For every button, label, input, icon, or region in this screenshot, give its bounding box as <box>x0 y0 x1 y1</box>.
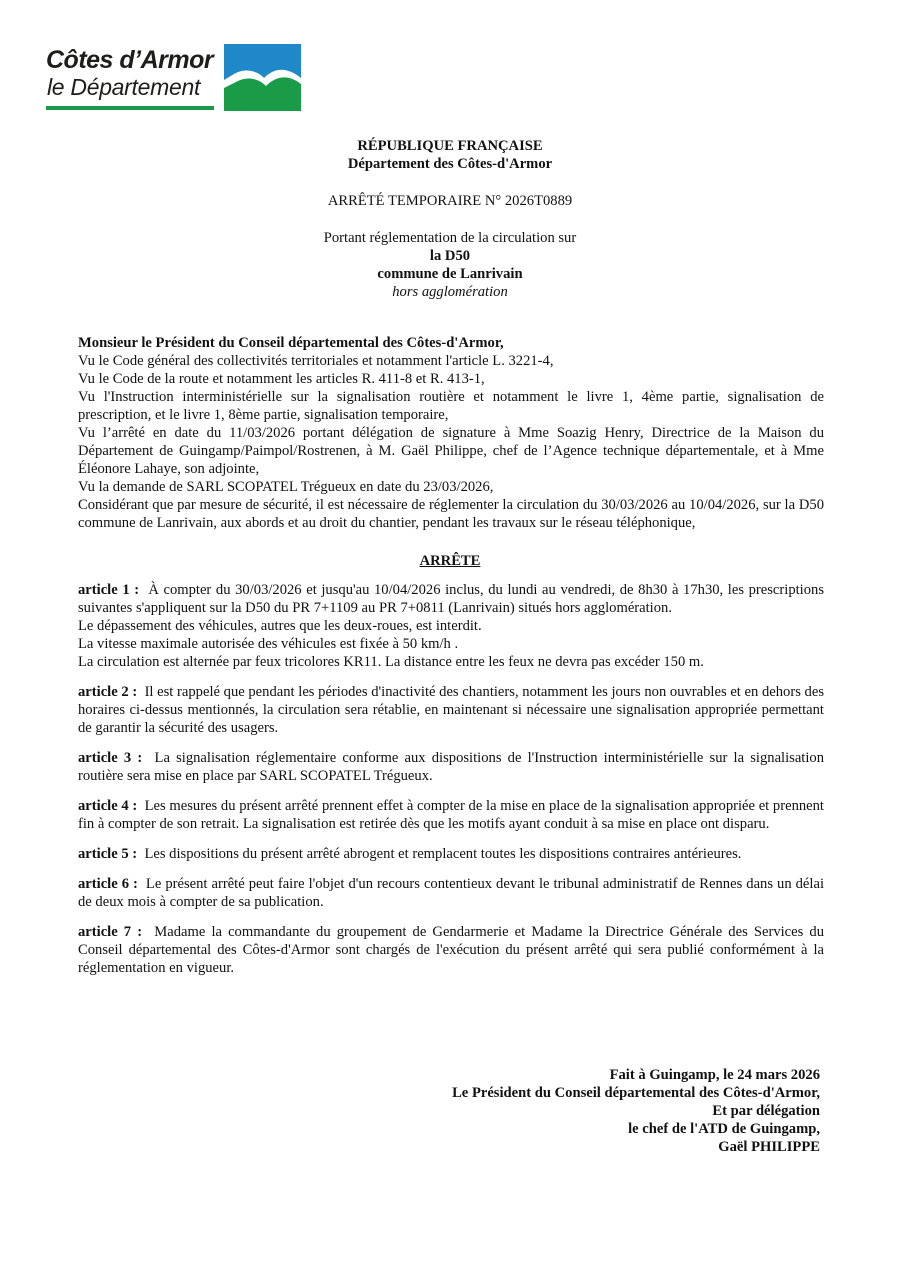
signature-title: Le Président du Conseil départemental des Côtes-d'Armor, <box>452 1085 820 1101</box>
article-label: article 3 : <box>78 750 143 766</box>
signature-name: Gaël PHILIPPE <box>718 1139 820 1155</box>
article-text: Il est rappelé que pendant les périodes d'inactivité des chantiers, notamment les jours non ouvrables et en dehors des horaires ci-dessus mentionnés, la circulation sera rétablie, en maintenant si nécessaire une signalisation appropriée permettant de garantir la sécurité des usagers. <box>78 684 825 736</box>
decree-road: la D50 <box>429 248 471 264</box>
article-extra-line: La vitesse maximale autorisée des véhicules est fixée à 50 km/h . <box>78 636 459 652</box>
article-label: article 7 : <box>78 924 143 940</box>
decree-commune: commune de Lanrivain <box>377 266 523 282</box>
department-logo <box>46 44 302 112</box>
logo-subtitle: le Département <box>47 74 201 100</box>
logo-underline <box>46 106 214 110</box>
preamble-authority: Monsieur le Président du Conseil départemental des Côtes-d'Armor, <box>78 335 504 351</box>
preamble-line: Vu l’arrêté en date du 11/03/2026 portant délégation de signature à Mme Soazig Henry, Directrice de la Maison du Département de Guingamp/Paimpol/Rostrenen, à M. Gaël Philippe, chef de l’Agence technique départementale, et à Mme Éléonore Lahaye, son adjointe, <box>78 425 824 477</box>
signature-role: le chef de l'ATD de Guingamp, <box>628 1121 820 1137</box>
article-text: Les dispositions du présent arrêté abrogent et remplacent toutes les dispositions contraires antérieures. <box>144 846 742 862</box>
article-text: Les mesures du présent arrêté prennent effet à compter de la mise en place de la signalisation appropriée et prennent fin à compter de son retrait. La signalisation est retirée dès que les motifs ayant conduit à sa mise en place ont disparu. <box>78 798 824 832</box>
preamble-line: Vu l'Instruction interministérielle sur la signalisation routière et notamment le livre 1, 4ème partie, signalisation de prescription, et le livre 1, 8ème partie, signalisation temporaire, <box>78 389 824 423</box>
article-label: article 1 : <box>78 582 140 598</box>
article-6 <box>78 875 824 911</box>
signature-delegation: Et par délégation <box>712 1103 820 1119</box>
signature-place-date: Fait à Guingamp, le 24 mars 2026 <box>609 1067 820 1083</box>
decree-zone: hors agglomération <box>392 284 508 300</box>
article-7 <box>78 923 824 977</box>
department-heading: Département des Côtes-d'Armor <box>347 156 553 172</box>
republic-heading: RÉPUBLIQUE FRANÇAISE <box>357 138 543 154</box>
article-text: La signalisation réglementaire conforme aux dispositions de l'Instruction interministérielle sur la signalisation routière sera mise en place par SARL SCOPATEL Trégueux. <box>78 750 825 784</box>
article-2 <box>78 683 824 737</box>
article-extra-line: Le dépassement des véhicules, autres que les deux-roues, est interdit. <box>78 618 482 634</box>
preamble-line: Vu le Code général des collectivités territoriales et notamment l'article L. 3221-4, <box>78 353 554 369</box>
logo-title: Côtes d’Armor <box>46 46 214 74</box>
article-text: Le présent arrêté peut faire l'objet d'un recours contentieux devant le tribunal administratif de Rennes dans un délai de deux mois à compter de sa publication. <box>78 876 825 910</box>
decree-subject: Portant réglementation de la circulation sur <box>323 230 577 246</box>
preamble-line: Vu le Code de la route et notamment les articles R. 411-8 et R. 413-1, <box>78 371 485 387</box>
preamble-line: Considérant que par mesure de sécurité, il est nécessaire de réglementer la circulation du 30/03/2026 au 10/04/2026, sur la D50 commune de Lanrivain, aux abords et au droit du chantier, pendant les travaux sur le réseau téléphonique, <box>78 497 824 531</box>
article-extra-line: La circulation est alternée par feux tricolores KR11. La distance entre les feux ne devra pas excéder 150 m. <box>78 654 704 670</box>
article-1 <box>78 581 824 671</box>
article-text: À compter du 30/03/2026 et jusqu'au 10/04/2026 inclus, du lundi au vendredi, de 8h30 à 17h30, les prescriptions suivantes s'appliquent sur la D50 du PR 7+1109 au PR 7+0811 (Lanrivain) situés hors agglomération. <box>78 582 825 616</box>
article-label: article 2 : <box>78 684 138 700</box>
article-3 <box>78 749 824 785</box>
signature-block <box>452 1066 820 1156</box>
article-5 <box>78 845 824 863</box>
article-text: Madame la commandante du groupement de Gendarmerie et Madame la Directrice Générale des Services du Conseil départemental des Côtes-d'Armor sont chargés de l'exécution du présent arrêté qui sera publié conformément à la réglementation en vigueur. <box>78 924 824 976</box>
article-label: article 5 : <box>78 846 138 862</box>
preamble-line: Vu la demande de SARL SCOPATEL Trégueux en date du 23/03/2026, <box>78 479 494 495</box>
articles <box>78 581 824 989</box>
decree-number: ARRÊTÉ TEMPORAIRE N° 2026T0889 <box>327 193 573 209</box>
article-4 <box>78 797 824 833</box>
article-label: article 6 : <box>78 876 138 892</box>
article-label: article 4 : <box>78 798 138 814</box>
arrete-heading: ARRÊTE <box>419 553 481 569</box>
logo-emblem-icon <box>224 44 301 111</box>
preamble <box>78 334 824 532</box>
